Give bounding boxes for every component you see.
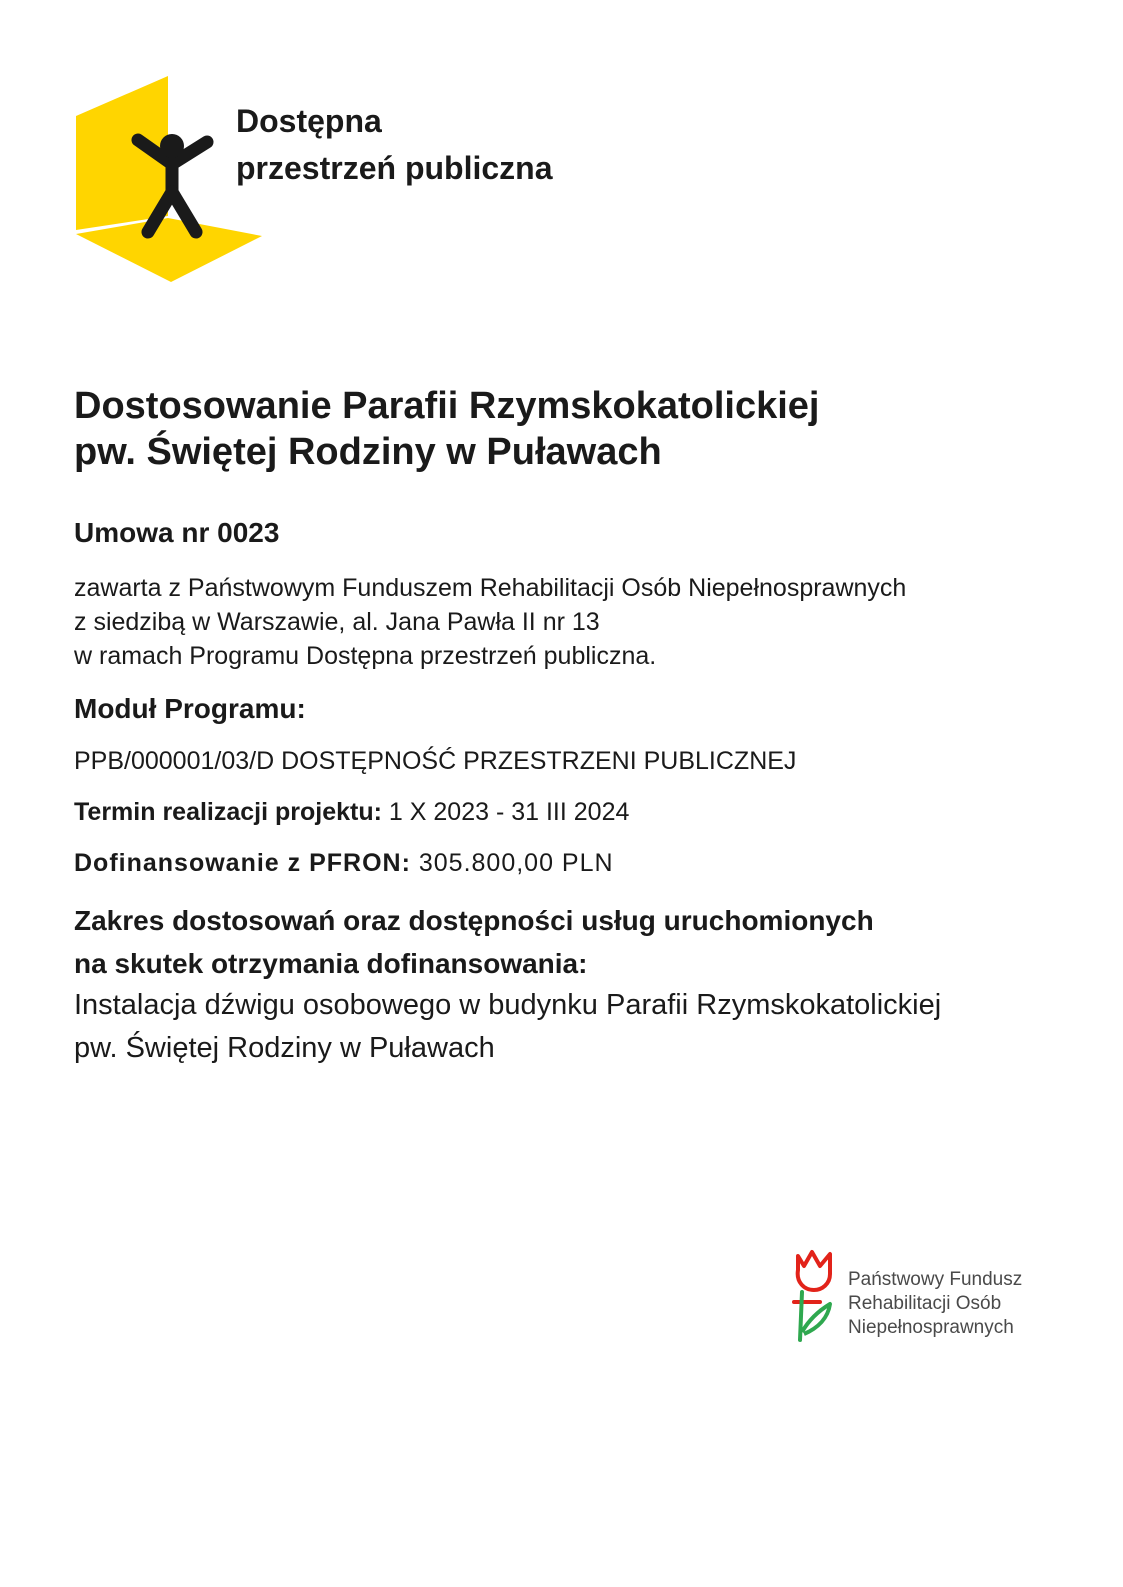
description-line-3: w ramach Programu Dostępna przestrzeń publiczna. [74,642,657,670]
title-line-1: Dostosowanie Parafii Rzymskokatolickiej [74,385,820,427]
module-label: Moduł Programu: [74,693,306,724]
title-line-2: pw. Świętej Rodziny w Puławach [74,431,662,473]
scope-body-line-2: pw. Świętej Rodziny w Puławach [74,1032,495,1064]
pfron-logo [790,1248,838,1344]
description-line-1: zawarta z Państwowym Funduszem Rehabilitacji Osób Niepełnosprawnych [74,574,907,602]
contract-description [74,571,906,673]
pfron-line-3: Niepełnosprawnych [848,1317,1014,1338]
term-value: 1 X 2023 - 31 III 2024 [388,798,630,826]
funding-value: 305.800,00 PLN [418,849,614,877]
scope-body [74,984,941,1070]
program-logo-text [236,98,553,192]
pfron-line-1: Państwowy Fundusz [848,1269,1023,1290]
page-title [74,383,820,475]
term-row [74,796,629,828]
scope-heading [74,899,874,985]
tulip-logo-icon [790,1248,838,1344]
contract-number: Umowa nr 0023 [74,517,280,548]
pfron-name [848,1268,1022,1340]
scope-heading-line-1: Zakres dostosowań oraz dostępności usług uruchomionych [74,905,874,936]
funding-row [74,846,614,880]
term-label: Termin realizacji projektu: [74,798,382,826]
module-value: PPB/000001/03/D DOSTĘPNOŚĆ PRZESTRZENI PUBLICZNEJ [74,747,797,775]
scope-heading-line-2: na skutek otrzymania dofinansowania: [74,948,588,979]
logo-line-1: Dostępna [236,103,382,139]
funding-label: Dofinansowanie z PFRON: [74,849,411,877]
description-line-2: z siedzibą w Warszawie, al. Jana Pawła II nr 13 [74,608,600,636]
scope-body-line-1: Instalacja dźwigu osobowego w budynku Parafii Rzymskokatolickiej [74,989,942,1021]
pfron-line-2: Rehabilitacji Osób [848,1293,1002,1314]
logo-line-2: przestrzeń publiczna [236,150,553,186]
